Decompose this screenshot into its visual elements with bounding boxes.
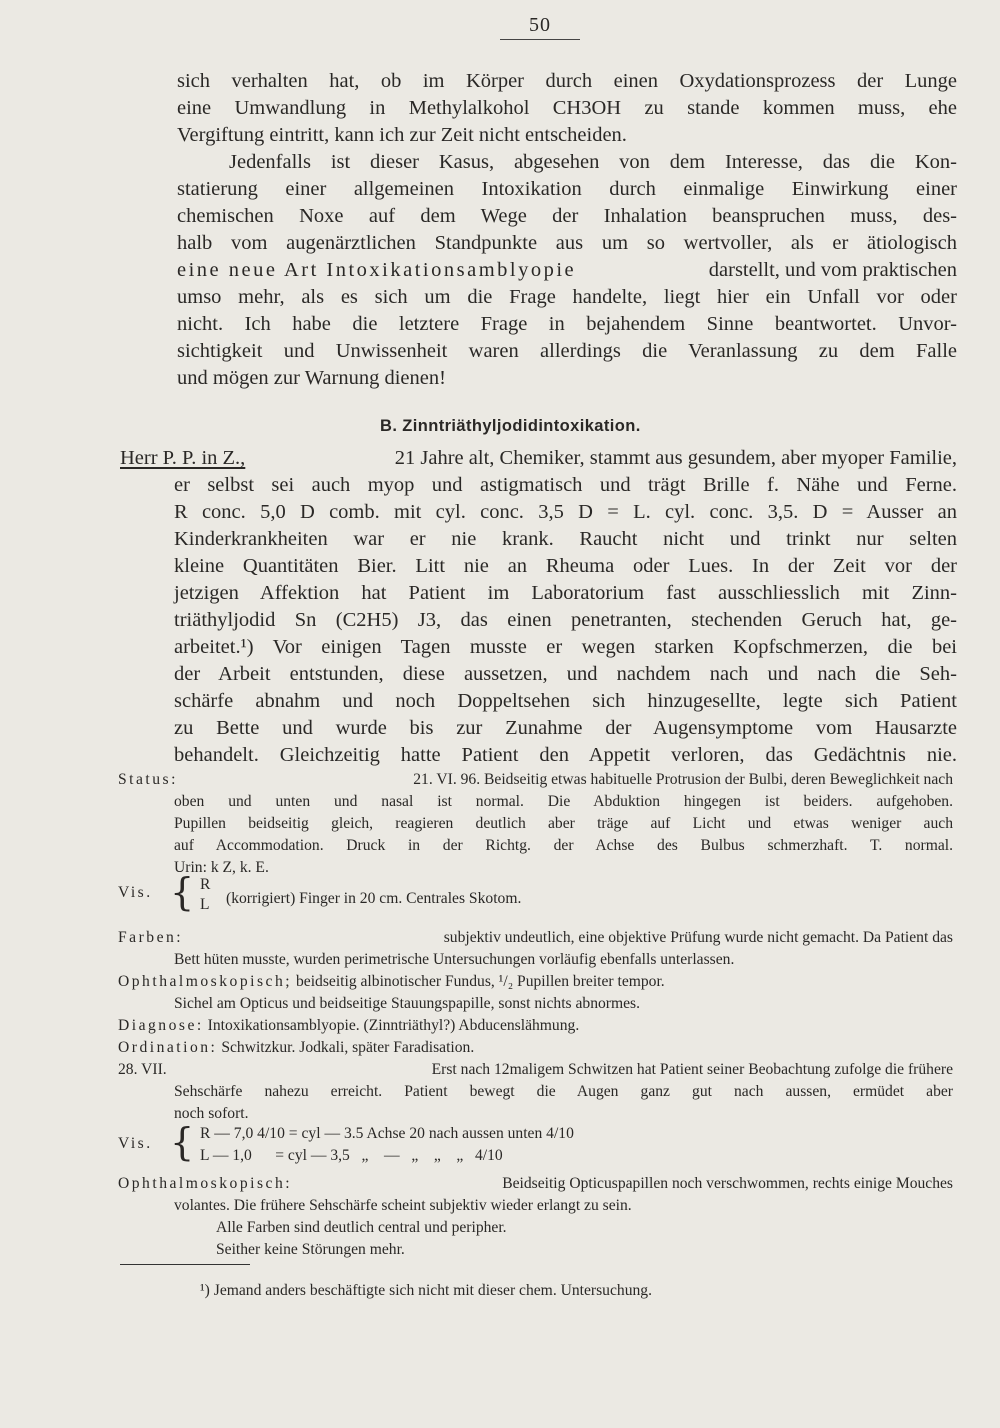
text-line: Jedenfalls ist dieser Kasus, abgesehen von dem Interesse, das die Kon- xyxy=(229,151,957,173)
farben-label: Farben: xyxy=(118,929,184,946)
text-line-rest: 21 Jahre alt, Chemiker, stammt aus gesundem, aber myoper Familie, xyxy=(394,447,957,469)
text-line: behandelt. Gleichzeitig hatte Patient den Appetit verloren, das Gedächtnis nie. xyxy=(174,744,957,766)
ophth2-first-line xyxy=(118,1175,953,1193)
eye-right: R xyxy=(200,876,211,893)
text-line-rest: beidseitig albinotischer Fundus, ¹/₂ Pupillen breiter tempor. xyxy=(295,973,665,990)
text-line: er selbst sei auch myop und astigmatisch und trägt Brille f. Nähe und Ferne. xyxy=(174,474,957,496)
vis-label: Vis. xyxy=(118,884,153,901)
ordination-label: Ordination: xyxy=(118,1039,218,1056)
text-line: auf Accommodation. Druck in der Richtg. der Achse des Bulbus schmerzhaft. T. normal. xyxy=(174,837,953,854)
vis-label: Vis. xyxy=(118,1135,153,1152)
spaced-emphasis: eine neue Art Intoxikationsamblyopie xyxy=(177,259,577,281)
case-first-line xyxy=(120,447,957,470)
text-line: Bett hüten musste, wurden perimetrische Untersuchungen vorläufig ebenfalls unterlassen. xyxy=(174,951,735,968)
vis-block-2 xyxy=(118,1120,818,1175)
status-first-line xyxy=(118,771,953,789)
text-line-rest: Erst nach 12maligem Schwitzen hat Patient seiner Beobachtung zufolge die frühere xyxy=(431,1061,953,1078)
text-line: noch sofort. xyxy=(174,1105,249,1122)
text-line: nicht. Ich habe die letztere Frage in bejahendem Sinne beantwortet. Unvor- xyxy=(177,313,957,335)
vis-text: (korrigiert) Finger in 20 cm. Centrales Skotom. xyxy=(226,890,522,907)
vis-block-1 xyxy=(118,870,718,924)
followup-date: 28. VII. xyxy=(118,1061,167,1078)
vis-row-left: L — 1,0 = cyl — 3,5 „ — „ „ „ 4/10 xyxy=(200,1147,503,1164)
text-line: sichtigkeit und Unwissenheit waren allerdings die Veranlassung zu dem Falle xyxy=(177,340,957,362)
text-line: jetzigen Affektion hat Patient im Laboratorium fast ausschliesslich mit Zinn- xyxy=(174,582,957,604)
followup-first-line xyxy=(118,1061,953,1079)
text-line: Seither keine Störungen mehr. xyxy=(216,1241,405,1258)
eye-left: L xyxy=(200,896,210,913)
text-line: volantes. Die frühere Sehschärfe scheint subjektiv wieder erlangt zu sein. xyxy=(174,1197,632,1214)
text-line: R conc. 5,0 D comb. mit cyl. conc. 3,5 D = L. cyl. conc. 3,5. D = Ausser an xyxy=(174,501,957,523)
patient-name: Herr P. P. in Z., xyxy=(120,447,246,469)
text-line-rest: subjektiv undeutlich, eine objektive Prüfung wurde nicht gemacht. Da Patient das xyxy=(443,929,953,946)
text-line-spaced xyxy=(177,259,957,282)
text-line: arbeitet.¹) Vor einigen Tagen musste er wegen starken Kopfschmerzen, die bei xyxy=(174,636,957,658)
ophth-label: Ophthalmoskopisch; xyxy=(118,973,293,990)
text-line: umso mehr, als es sich um die Frage handelte, liegt hier ein Unfall vor oder xyxy=(177,286,957,308)
text-line: sich verhalten hat, ob im Körper durch einen Oxydationsprozess der Lunge xyxy=(177,70,957,92)
text-line: triäthyljodid Sn (C2H5) J3, das einen penetranten, stechenden Geruch hat, ge- xyxy=(174,609,957,631)
text-line: halb vom augenärztlichen Standpunkte aus um so wertvoller, als er ätiologisch xyxy=(177,232,957,254)
page-number: 50 xyxy=(500,14,580,40)
vis-row-right: R — 7,0 4/10 = cyl — 3.5 Achse 20 nach aussen unten 4/10 xyxy=(200,1125,574,1142)
text-line: und mögen zur Warnung dienen! xyxy=(177,367,446,389)
diagnose-text: Intoxikationsamblyopie. (Zinntriäthyl?) Abducenslähmung. xyxy=(207,1017,580,1034)
ophth-label: Ophthalmoskopisch: xyxy=(118,1175,293,1192)
brace-symbol: { xyxy=(170,870,195,914)
text-line: chemischen Noxe auf dem Wege der Inhalation beanspruchen muss, des- xyxy=(177,205,957,227)
text-line: Vergiftung eintritt, kann ich zur Zeit nicht entscheiden. xyxy=(177,124,627,146)
text-line-rest: 21. VI. 96. Beidseitig etwas habituelle Protrusion der Bulbi, deren Beweglichkeit nach xyxy=(413,771,953,788)
ordination-line xyxy=(118,1039,474,1057)
diagnose-line xyxy=(118,1017,579,1035)
text-line: schärfe abnahm und noch Doppeltsehen sich hinzugesellte, legte sich Patient xyxy=(174,690,957,712)
text-line: Pupillen beidseitig gleich, reagieren deutlich aber träge auf Licht und etwas weniger auch xyxy=(174,815,953,832)
text-line: Sichel am Opticus und beidseitige Stauungspapille, sonst nichts abnormes. xyxy=(174,995,641,1012)
text-line: Kinderkrankheiten war er nie krank. Raucht nicht und trinkt nur selten xyxy=(174,528,957,550)
footnote-rule xyxy=(120,1264,250,1265)
text-line: Sehschärfe nahezu erreicht. Patient bewegt die Augen ganz gut nach aussen, ermüdet aber xyxy=(174,1083,953,1100)
text-line: kleine Quantitäten Bier. Litt nie an Rheuma oder Lues. In der Zeit vor der xyxy=(174,555,957,577)
text-line-rest: darstellt, und vom praktischen xyxy=(708,259,957,281)
status-label: Status: xyxy=(118,771,178,788)
text-line: zu Bette und wurde bis zur Zunahme der Augensymptome vom Hausarzte xyxy=(174,717,957,739)
text-line: Alle Farben sind deutlich central und peripher. xyxy=(216,1219,507,1236)
text-line: eine Umwandlung in Methylalkohol CH3OH zu stande kommen muss, ehe xyxy=(177,97,957,119)
farben-first-line xyxy=(118,929,953,947)
section-heading: B. Zinntriäthyljodidintoxikation. xyxy=(380,417,641,435)
diagnose-label: Diagnose: xyxy=(118,1017,204,1034)
ordination-text: Schwitzkur. Jodkali, später Faradisation. xyxy=(221,1039,475,1056)
text-line: statierung einer allgemeinen Intoxikation durch einmalige Einwirkung einer xyxy=(177,178,957,200)
ophth-first-line xyxy=(118,973,665,991)
text-line: Urin: k Z, k. E. xyxy=(174,859,269,876)
brace-symbol: { xyxy=(170,1120,195,1164)
text-line: oben und unten und nasal ist normal. Die Abduktion hingegen ist beiders. aufgehoben. xyxy=(174,793,953,810)
text-line-rest: Beidseitig Opticuspapillen noch verschwommen, rechts einige Mouches xyxy=(502,1175,953,1192)
text-line: der Arbeit entstunden, diese aussetzen, und nachdem nach und nach die Seh- xyxy=(174,663,957,685)
footnote: ¹) Jemand anders beschäftigte sich nicht mit dieser chem. Untersuchung. xyxy=(200,1282,652,1299)
